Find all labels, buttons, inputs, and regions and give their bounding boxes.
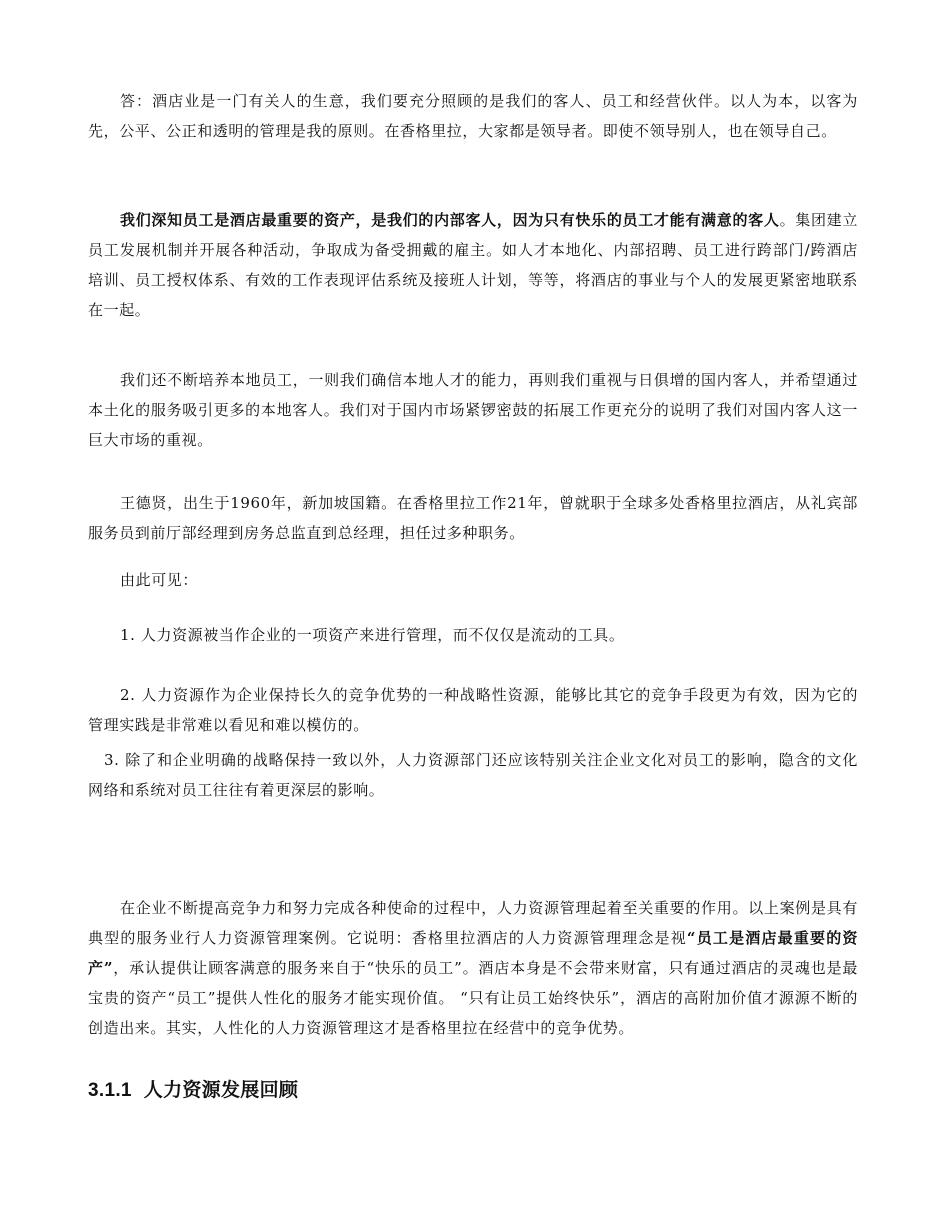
section-number: 3.1.1 (88, 1080, 132, 1101)
list-item-1: 1. 人力资源被当作企业的一项资产来进行管理，而不仅仅是流动的工具。 (120, 626, 625, 644)
section-title: 人力资源发展回顾 (143, 1080, 299, 1101)
local-staff-paragraph: 我们还不断培养本地员工，一则我们确信本地人才的能力，再则我们重视与日俱增的国内客人，并希望通过本土化的服务吸引更多的本地客人。我们对于国内市场紧锣密鼓的拓展工作更充分的说明了我们对国内客人这一巨大市场的重视。 (88, 371, 858, 449)
employee-asset-paragraph (88, 205, 858, 325)
list-item-3: 3. 除了和企业明确的战略保持一致以外，人力资源部门还应该特别关注企业文化对员工的影响，隐含的文化网络和系统对员工往往有着更深层的影响。 (88, 751, 858, 799)
section-heading (88, 1075, 298, 1102)
conclusion-intro: 由此可见： (120, 571, 199, 589)
list-item-2: 2. 人力资源作为企业保持长久的竞争优势的一种战略性资源，能够比其它的竞争手段更为有效，因为它的管理实践是非常难以看见和难以模仿的。 (88, 686, 858, 734)
biography-paragraph: 王德贤，出生于1960年，新加坡国籍。在香格里拉工作21年，曾就职于全球多处香格里拉酒店，从礼宾部服务员到前厅部经理到房务总监直到总经理，担任过多种职务。 (88, 494, 858, 542)
employee-asset-emphasis: 我们深知员工是酒店最重要的资产，是我们的内部客人，因为只有快乐的员工才能有满意的客人 (120, 211, 780, 229)
answer-paragraph: 答：酒店业是一门有关人的生意，我们要充分照顾的是我们的客人、员工和经营伙伴。以人为本，以客为先，公平、公正和透明的管理是我的原则。在香格里拉，大家都是领导者。即使不领导别人，也在领导自己。 (88, 92, 858, 140)
summary-text-a: 在企业不断提高竞争力和努力完成各种使命的过程中，人力资源管理起着至关重要的作用。以上案例是具有典型的服务业行人力资源管理案例。它说明：香格里拉酒店的人力资源管理理念是视 (88, 899, 858, 947)
employee-asset-text: 。集团建立员工发展机制并开展各种活动，争取成为备受拥戴的雇主。如人才本地化、内部招聘、员工进行跨部门/跨酒店培训、员工授权体系、有效的工作表现评估系统及接班人计划，等等，将酒店的事业与个人的发展更紧密地联系在一起。 (88, 211, 858, 319)
summary-emphasis: “员工是酒店最重要的资产” (88, 929, 858, 977)
summary-paragraph (88, 893, 858, 1043)
summary-text-b: ，承认提供让顾客满意的服务来自于“快乐的员工”。酒店本身是不会带来财富，只有通过酒店的灵魂也是最宝贵的资产“员工”提供人性化的服务才能实现价值。 “只有让员工始终快乐”，酒店的高附加价值才源源不断的创造出来。其实，人性化的人力资源管理这才是香格里拉在经营中的竞争优势。 (88, 959, 858, 1037)
